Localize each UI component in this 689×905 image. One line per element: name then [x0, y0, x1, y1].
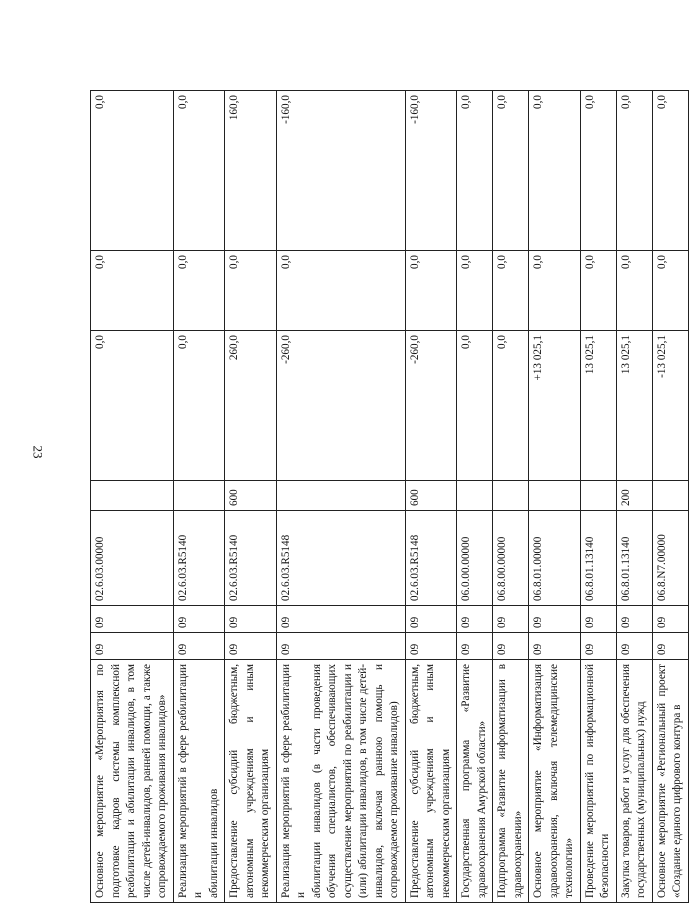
amount-year-3: 0,0 [173, 91, 225, 251]
expense-type [652, 481, 688, 511]
row-name-line: здравоохранении» [511, 810, 524, 898]
ministry-code: 09 [580, 633, 616, 660]
row-name-line: Основное мероприятие «Информатизация [532, 664, 544, 898]
row-name-line: некоммерческим организациям [439, 748, 452, 898]
amount-year-2: 0,0 [225, 251, 277, 331]
section-code: 09 [457, 606, 493, 633]
row-name-line: абилитации инвалидов (в части проведения [310, 664, 323, 898]
row-name-line: Подпрограмма «Развитие информатизации в [496, 664, 508, 898]
amount-year-2: 0,0 [173, 251, 225, 331]
row-name [493, 660, 529, 903]
target-article: 06.8.01.00000 [529, 511, 581, 606]
row-name-line: сопровождаемое проживание инвалидов) [388, 701, 400, 898]
expense-type [529, 481, 581, 511]
row-name-line: Реализация мероприятий в сфере реабилитации и [176, 664, 204, 898]
row-name-line: числе детей-инвалидов, ранней помощи, а также [140, 664, 153, 898]
ministry-code: 09 [457, 633, 493, 660]
amount-year-1: 0,0 [173, 331, 225, 481]
target-article: 02.6.03.R5148 [405, 511, 457, 606]
section-code: 09 [276, 606, 405, 633]
ministry-code: 09 [493, 633, 529, 660]
row-name-line: реабилитации и абилитации инвалидов, в том [125, 664, 137, 898]
row-name [276, 660, 405, 903]
target-article: 02.6.03.00000 [91, 511, 174, 606]
amount-year-3: -160,0 [276, 91, 405, 251]
amount-year-1: -13 025,1 [652, 331, 688, 481]
ministry-code: 09 [225, 633, 277, 660]
amount-year-3: 160,0 [225, 91, 277, 251]
amount-year-2: 0,0 [580, 251, 616, 331]
row-name [652, 660, 688, 903]
ministry-code: 09 [616, 633, 652, 660]
target-article: 06.8.01.13140 [616, 511, 652, 606]
row-name-line: здравоохранения, включая телемедицинские [547, 664, 560, 898]
table-row [405, 91, 457, 903]
row-name [91, 660, 174, 903]
amount-year-2: 0,0 [405, 251, 457, 331]
row-name-line: Предоставление субсидий бюджетным, [408, 664, 421, 898]
row-name-line: инвалидов, включая раннюю помощь и [372, 664, 385, 898]
row-name-line: Проведение мероприятий по информационной [583, 664, 596, 898]
amount-year-3: 0,0 [616, 91, 652, 251]
table-row [457, 91, 493, 903]
table-row [91, 91, 174, 903]
amount-year-3: 0,0 [652, 91, 688, 251]
target-article: 02.6.03.R5140 [225, 511, 277, 606]
table-row [173, 91, 225, 903]
amount-year-2: 0,0 [457, 251, 493, 331]
amount-year-2: 0,0 [493, 251, 529, 331]
expense-type [173, 481, 225, 511]
amount-year-3: 0,0 [580, 91, 616, 251]
row-name [529, 660, 581, 903]
section-code: 09 [225, 606, 277, 633]
row-name-line: Реализация мероприятий в сфере реабилитации и [279, 664, 307, 898]
expense-type [457, 481, 493, 511]
section-code: 09 [616, 606, 652, 633]
amount-year-1: 0,0 [91, 331, 174, 481]
row-name-line: абилитации инвалидов [207, 788, 220, 898]
row-name-line: сопровождаемого проживания инвалидов» [156, 694, 168, 898]
target-article: 06.0.00.00000 [457, 511, 493, 606]
ministry-code: 09 [276, 633, 405, 660]
row-name-line: безопасности [599, 833, 611, 898]
row-name [580, 660, 616, 903]
amount-year-3: 0,0 [493, 91, 529, 251]
target-article: 06.8.00.00000 [493, 511, 529, 606]
section-code: 09 [493, 606, 529, 633]
rotated-page-content [90, 91, 683, 903]
row-name-line: автономным учреждениям и иным [243, 664, 256, 898]
amount-year-3: 0,0 [529, 91, 581, 251]
row-name-line: некоммерческим организациям [259, 748, 271, 898]
amount-year-1: 13 025,1 [616, 331, 652, 481]
budget-table-body [91, 91, 689, 903]
amount-year-2: 0,0 [652, 251, 688, 331]
amount-year-1: 0,0 [457, 331, 493, 481]
ministry-code: 09 [652, 633, 688, 660]
table-row [493, 91, 529, 903]
expense-type [276, 481, 405, 511]
expense-type [91, 481, 174, 511]
section-code: 09 [580, 606, 616, 633]
budget-table [90, 90, 689, 903]
section-code: 09 [91, 606, 174, 633]
table-row [580, 91, 616, 903]
target-article: 06.8.N7.00000 [652, 511, 688, 606]
ministry-code: 09 [405, 633, 457, 660]
table-row [652, 91, 688, 903]
ministry-code: 09 [173, 633, 225, 660]
section-code: 09 [652, 606, 688, 633]
expense-type [580, 481, 616, 511]
row-name-line: Предоставление субсидий бюджетным, [228, 664, 240, 898]
ministry-code: 09 [529, 633, 581, 660]
row-name-line: Закупка товаров, работ и услуг для обеспечения [619, 664, 632, 898]
section-code: 09 [173, 606, 225, 633]
row-name [405, 660, 457, 903]
amount-year-1: +13 025,1 [529, 331, 581, 481]
row-name-line: здравоохранения Амурской области» [475, 720, 488, 898]
page-number: 23 [30, 445, 46, 459]
row-name-line: Основное мероприятие «Региональный проект [655, 664, 668, 898]
target-article: 02.6.03.R5140 [173, 511, 225, 606]
section-code: 09 [405, 606, 457, 633]
expense-type: 600 [225, 481, 277, 511]
amount-year-2: 0,0 [276, 251, 405, 331]
amount-year-3: -160,0 [405, 91, 457, 251]
amount-year-1: 0,0 [493, 331, 529, 481]
expense-type [493, 481, 529, 511]
row-name [225, 660, 277, 903]
amount-year-1: -260,0 [405, 331, 457, 481]
table-row [225, 91, 277, 903]
amount-year-2: 0,0 [529, 251, 581, 331]
table-row [529, 91, 581, 903]
row-name-line: подготовке кадров системы комплексной [109, 664, 122, 898]
row-name [173, 660, 225, 903]
row-name-line: (или) абилитации инвалидов, в том числе детей- [357, 664, 369, 898]
row-name-line: автономным учреждениям и иным [424, 664, 436, 898]
amount-year-1: 13 025,1 [580, 331, 616, 481]
amount-year-3: 0,0 [91, 91, 174, 251]
ministry-code: 09 [91, 633, 174, 660]
row-name [457, 660, 493, 903]
row-name [616, 660, 652, 903]
row-name-line: осуществление мероприятий по реабилитации и [341, 664, 354, 898]
expense-type: 200 [616, 481, 652, 511]
row-name-line: «Создание единого цифрового контура в [671, 704, 683, 898]
amount-year-1: -260,0 [276, 331, 405, 481]
row-name-line: обучения специалистов, обеспечивающих [326, 664, 338, 898]
table-row [276, 91, 405, 903]
amount-year-2: 0,0 [91, 251, 174, 331]
row-name-line: Государственная программа «Развитие [460, 664, 472, 898]
row-name-line: технологии» [563, 837, 575, 898]
target-article: 02.6.03.R5148 [276, 511, 405, 606]
row-name-line: государственных (муниципальных) нужд [635, 701, 647, 898]
table-row [616, 91, 652, 903]
amount-year-3: 0,0 [457, 91, 493, 251]
section-code: 09 [529, 606, 581, 633]
amount-year-2: 0,0 [616, 251, 652, 331]
target-article: 06.8.01.13140 [580, 511, 616, 606]
expense-type: 600 [405, 481, 457, 511]
row-name-line: Основное мероприятие «Мероприятия по [94, 664, 106, 898]
amount-year-1: 260,0 [225, 331, 277, 481]
